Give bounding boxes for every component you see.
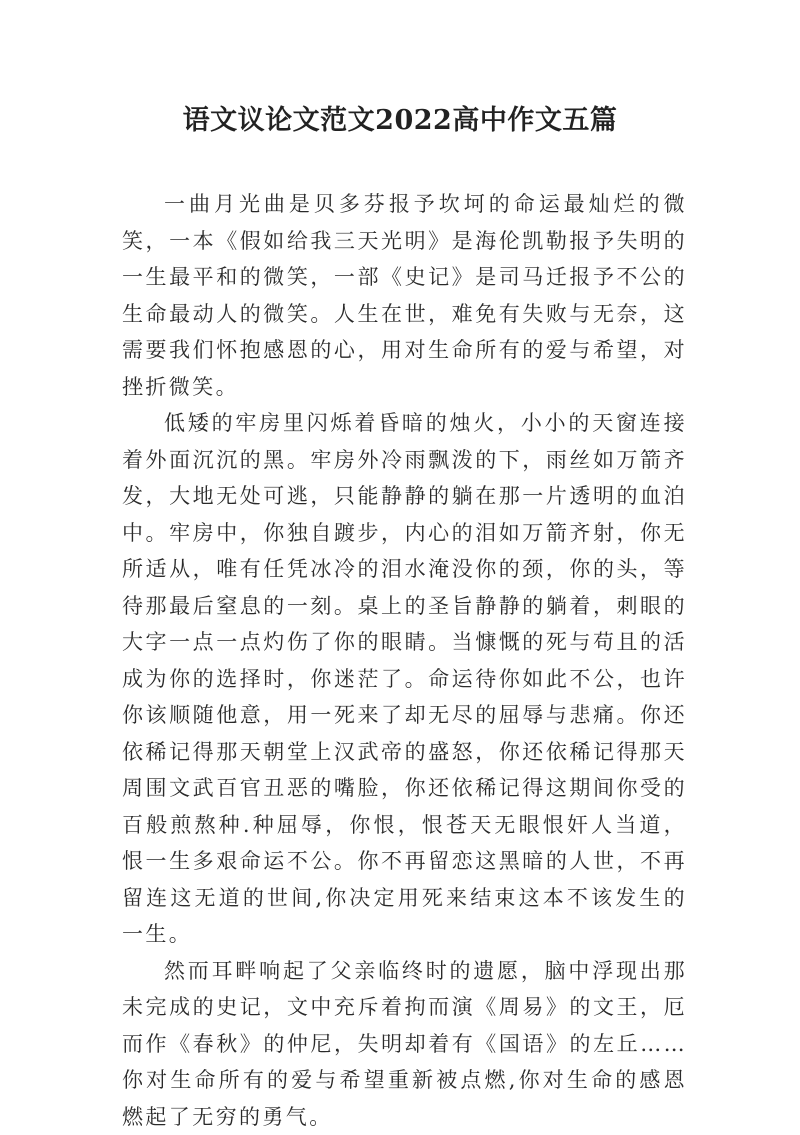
document-title: 语文议论文范文2022高中作文五篇 [0,98,800,137]
paragraph-1: 一曲月光曲是贝多芬报予坎坷的命运最灿烂的微笑，一本《假如给我三天光明》是海伦凯勒报予失明的一生最平和的微笑，一部《史记》是司马迁报予不公的生命最动人的微笑。人生在世，难免有失败与无奈，这需要我们怀抱感恩的心，用对生命所有的爱与希望，对挫折微笑。 [122,186,687,405]
paragraph-2: 低矮的牢房里闪烁着昏暗的烛火，小小的天窗连接着外面沉沉的黑。牢房外冷雨飘泼的下，雨丝如万箭齐发，大地无处可逃，只能静静的躺在那一片透明的血泊中。牢房中，你独自踱步，内心的泪如万箭齐射，你无所适从，唯有任凭冰冷的泪水淹没你的颈，你的头，等待那最后窒息的一刻。桌上的圣旨静静的躺着，刺眼的大字一点一点灼伤了你的眼睛。当慷慨的死与苟且的活成为你的选择时，你迷茫了。命运待你如此不公，也许你该顺随他意，用一死来了却无尽的屈辱与悲痛。你还依稀记得那天朝堂上汉武帝的盛怒，你还依稀记得那天周围文武百官丑恶的嘴脸，你还依稀记得这期间你受的百般煎熬种.种屈辱，你恨，恨苍天无眼恨奸人当道，恨一生多艰命运不公。你不再留恋这黑暗的人世，不再留连这无道的世间,你决定用死来结束这本不该发生的一生。 [122,405,687,953]
paragraph-3: 然而耳畔响起了父亲临终时的遗愿，脑中浮现出那未完成的史记，文中充斥着拘而演《周易》的文王，厄而作《春秋》的仲尼，失明却着有《国语》的左丘……你对生命所有的爱与希望重新被点燃,你对生命的感恩燃起了无穷的勇气。 [122,953,687,1135]
document-body [122,186,687,1135]
